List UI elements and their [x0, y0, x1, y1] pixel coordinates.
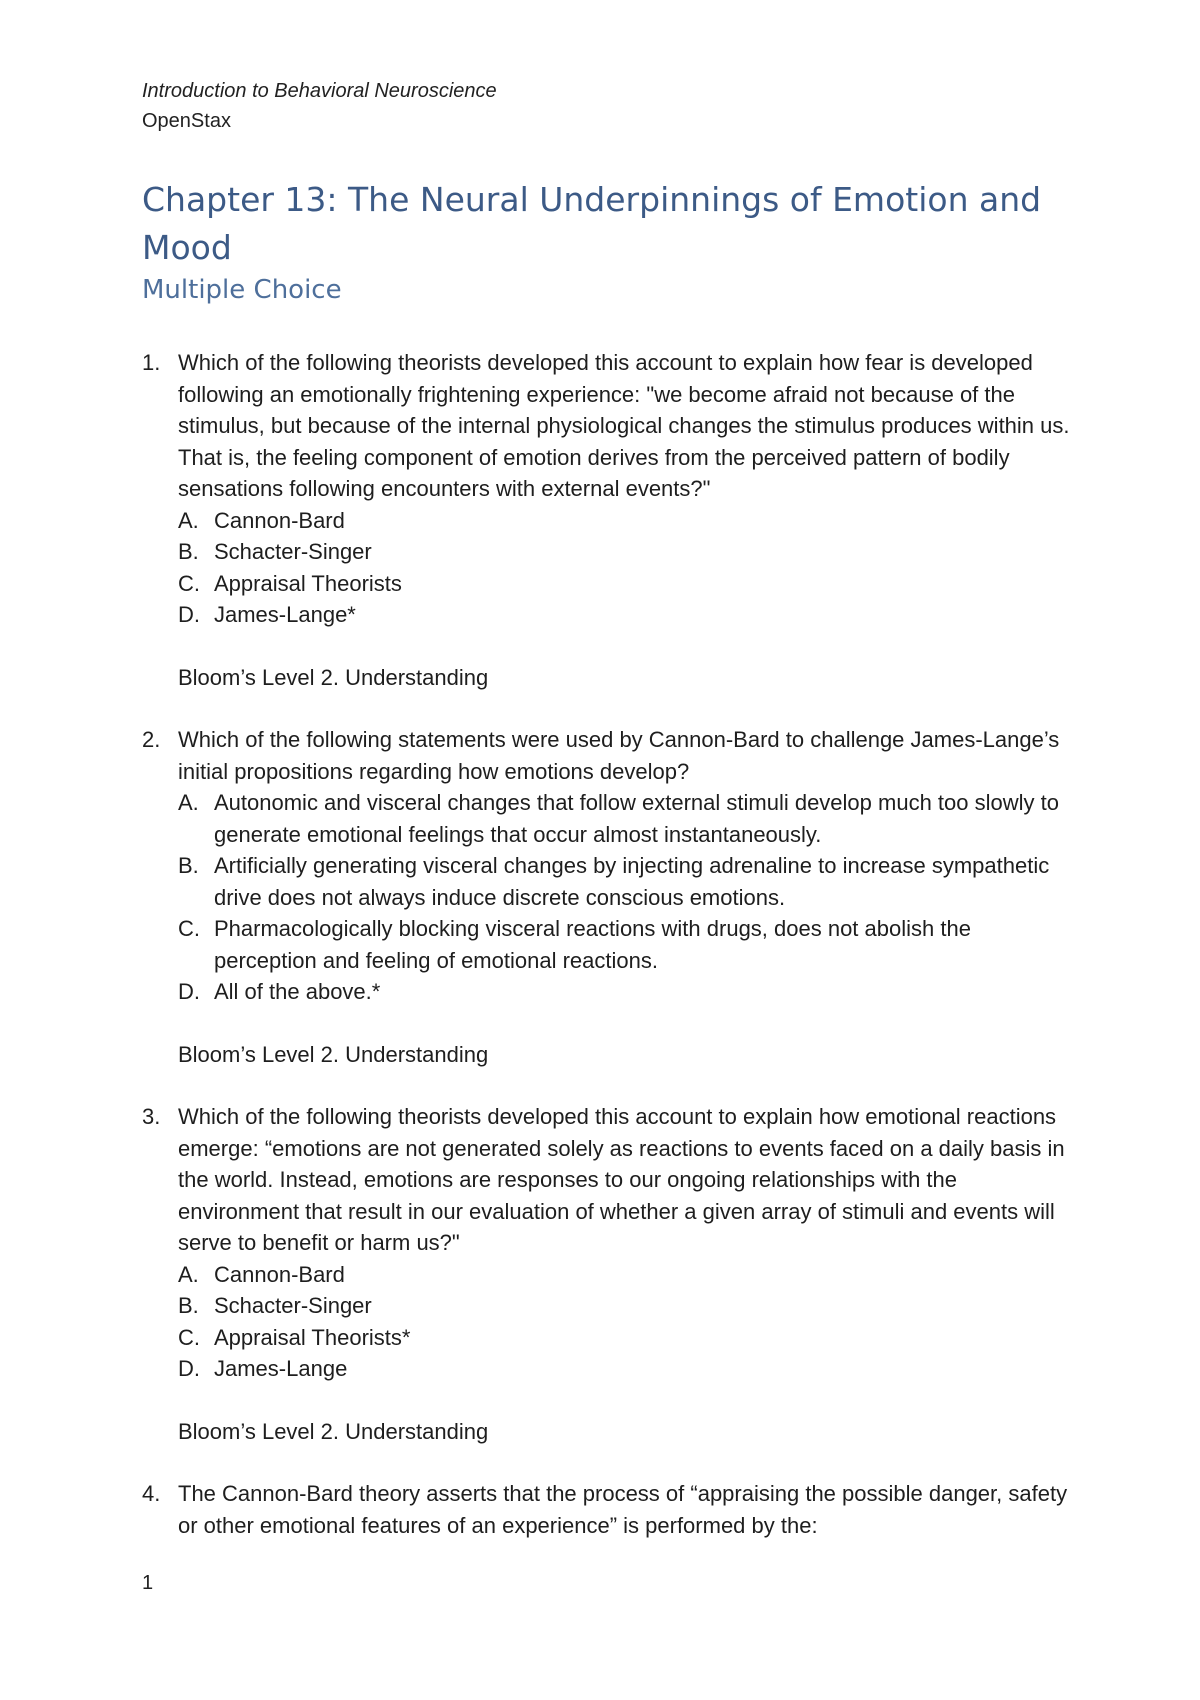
question-number: 4.: [142, 1481, 161, 1506]
answer-options: [178, 787, 1070, 1008]
option-letter: C.: [178, 570, 200, 596]
page-number: 1: [142, 1572, 154, 1594]
option-letter: B.: [178, 539, 199, 564]
question-text: Which of the following statements were used by Cannon-Bard to challenge James-Lange’s initial propositions regarding how emotions develop?: [178, 727, 1060, 784]
option-text: Pharmacologically blocking visceral reactions with drugs, does not abolish the perception and feeling of emotional reactions.: [214, 916, 971, 973]
option-letter: D.: [178, 1356, 200, 1381]
option-letter: A.: [178, 790, 199, 815]
option-letter: A.: [178, 1261, 199, 1287]
book-title: Introduction to Behavioral Neuroscience: [142, 80, 497, 102]
option-text: Appraisal Theorists*: [214, 1324, 411, 1350]
question-number: 1.: [142, 350, 161, 375]
publisher-name: OpenStax: [142, 110, 231, 132]
option-text: Cannon-Bard: [214, 507, 345, 533]
option-letter: C.: [178, 916, 200, 941]
question-4: [142, 1478, 1070, 1541]
option-text: Schacter-Singer: [214, 1293, 372, 1318]
question-text: Which of the following theorists developed this account to explain how fear is developed following an emotionally frightening experience: "we become afraid not because of the stimulus, but because of the internal physiological changes the stimulus produces within us. That is, the feeling component of emotion derives from the perceived pattern of bodily sensations following encounters with external events?": [178, 350, 1070, 501]
question-list: [142, 347, 1070, 1572]
question-number: 2.: [142, 727, 161, 752]
answer-option: [178, 599, 1070, 631]
answer-option: [178, 1322, 1070, 1354]
answer-option: [178, 505, 1070, 537]
option-letter: B.: [178, 1293, 199, 1318]
question-number: 3.: [142, 1104, 161, 1129]
answer-option: [178, 536, 1070, 568]
chapter-title: Chapter 13: The Neural Underpinnings of Emotion and Mood: [142, 180, 1042, 267]
answer-options: [178, 1259, 1070, 1385]
bloom-level: Bloom’s Level 2. Understanding: [178, 664, 489, 690]
answer-options: [178, 505, 1070, 631]
answer-option: [178, 1259, 1070, 1291]
option-letter: D.: [178, 602, 200, 627]
option-text: Appraisal Theorists: [214, 570, 402, 596]
option-letter: B.: [178, 853, 199, 878]
option-letter: C.: [178, 1324, 200, 1350]
option-text: All of the above.*: [214, 979, 381, 1004]
running-header: [142, 76, 497, 136]
option-text: Cannon-Bard: [214, 1261, 345, 1287]
answer-option: [178, 787, 1070, 850]
option-text: Schacter-Singer: [214, 539, 372, 564]
bloom-level: Bloom’s Level 2. Understanding: [178, 1041, 489, 1067]
answer-option: [178, 1290, 1070, 1322]
answer-option: [178, 1353, 1070, 1385]
answer-option: [178, 976, 1070, 1008]
question-2: [142, 724, 1070, 1070]
answer-option: [178, 568, 1070, 600]
option-letter: A.: [178, 507, 199, 533]
question-3: [142, 1101, 1070, 1447]
question-1: [142, 347, 1070, 693]
option-text: James-Lange*: [214, 602, 356, 627]
section-title: Multiple Choice: [142, 275, 342, 305]
bloom-level: Bloom’s Level 2. Understanding: [178, 1418, 489, 1444]
option-text: Autonomic and visceral changes that follow external stimuli develop much too slowly to generate emotional feelings that occur almost instantaneously.: [214, 790, 1059, 847]
option-text: James-Lange: [214, 1356, 348, 1381]
answer-option: [178, 850, 1070, 913]
option-text: Artificially generating visceral changes by injecting adrenaline to increase sympathetic drive does not always induce discrete conscious emotions.: [214, 853, 1050, 910]
option-letter: D.: [178, 979, 200, 1004]
answer-option: [178, 913, 1070, 976]
question-text: Which of the following theorists developed this account to explain how emotional reactions emerge: “emotions are not generated solely as reactions to events faced on a daily basis in the world. Instead, emotions are responses to our ongoing relationships with the environment that result in our evaluation of whether a given array of stimuli and events will serve to benefit or harm us?": [178, 1104, 1065, 1255]
question-text: The Cannon-Bard theory asserts that the process of “appraising the possible danger, safety or other emotional features of an experience” is performed by the:: [178, 1481, 1068, 1538]
